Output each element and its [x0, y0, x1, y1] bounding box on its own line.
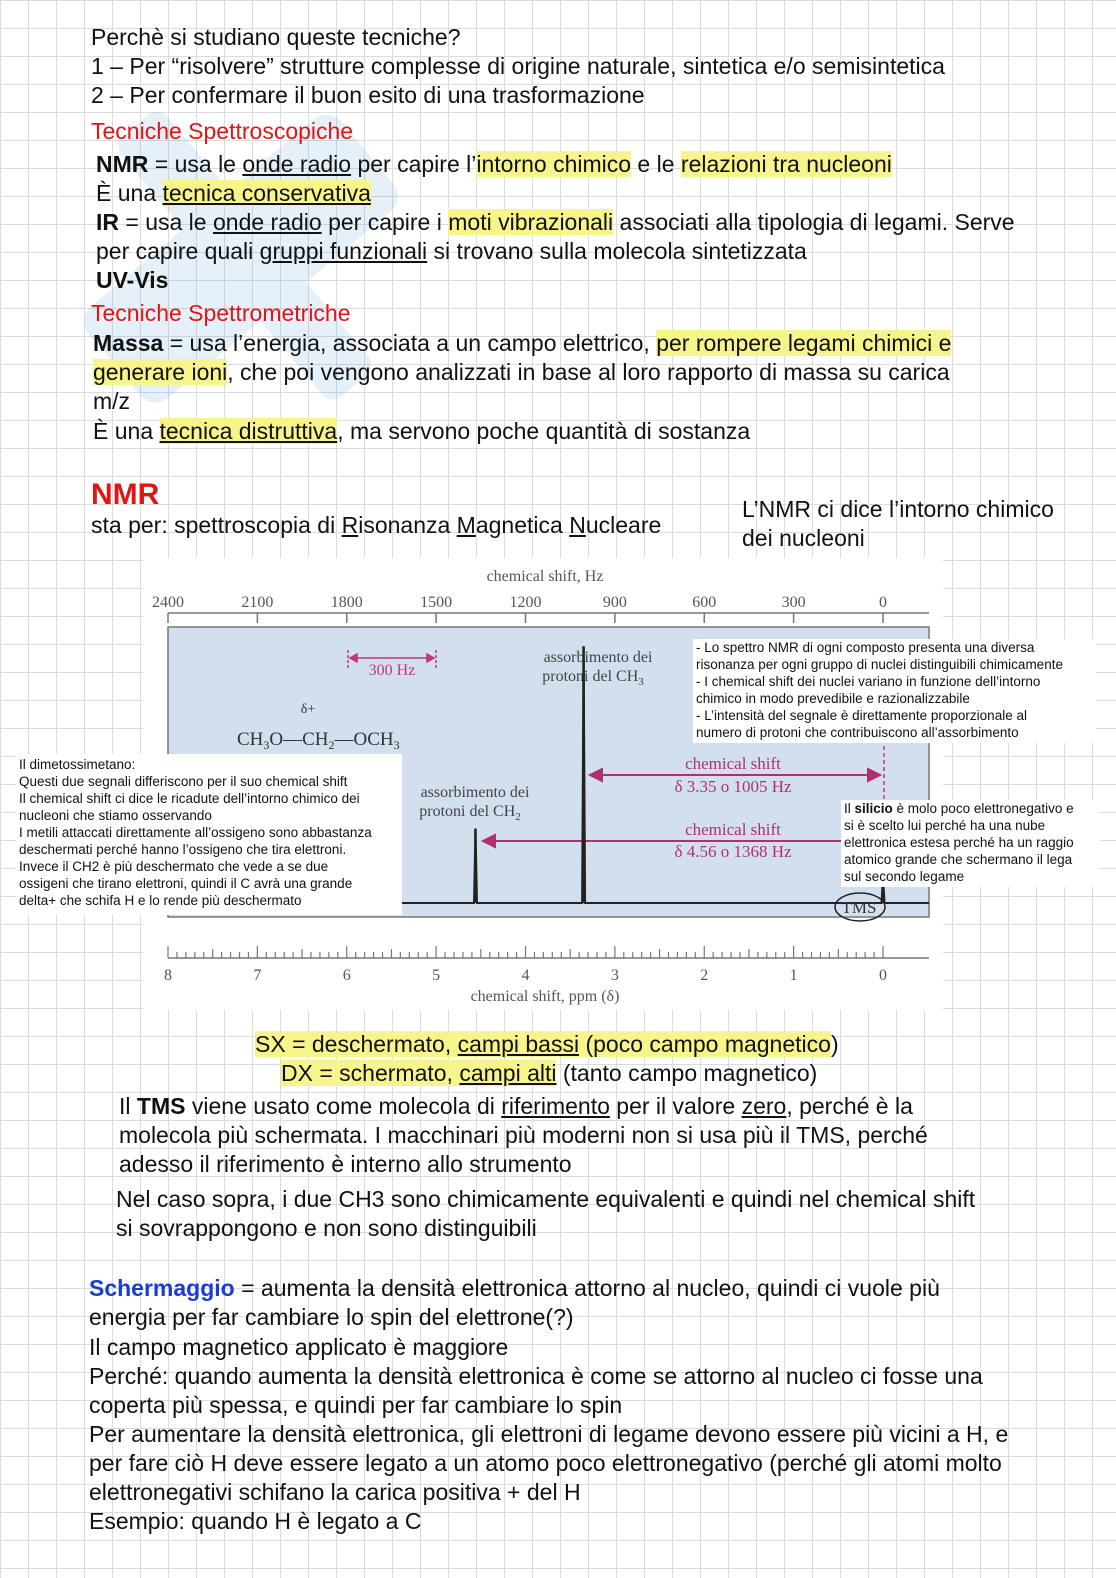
ppm-tick-label: 0 — [879, 967, 887, 984]
nmr-heading: NMR — [91, 478, 160, 511]
schermaggio-line-7: per fare ciò H deve essere legato a un atomo poco elettronegativo (perché gli atomi molto — [89, 1450, 1002, 1476]
tms-line-3: adesso il riferimento è interno allo strumento — [119, 1151, 572, 1177]
ch2-peak-label-1: assorbimento dei — [420, 784, 530, 801]
ppm-tick-label: 1 — [789, 967, 798, 984]
distruttiva-line: È una tecnica distruttiva, ma servono poche quantità di sostanza — [93, 418, 751, 444]
shift2-title: chemical shift — [685, 820, 781, 839]
ir-definition: IR = usa le onde radio per capire i moti vibrazionali associati alla tipologia di legami. Serve — [96, 209, 1015, 235]
section-title-spettroscopiche: Tecniche Spettroscopiche — [91, 118, 354, 144]
note-spectrum-properties: - Lo spettro NMR di ogni composto presenta una diversa risonanza per ogni gruppo di nuclei distinguibili chimicamente - I chemical shift dei nuclei variano in funzione dell’intorno chimico in modo prevedibile e razionalizzabile - L’intensità del segnale è direttamente proporzionale al numero di protoni che contribuiscono all’assorbimento — [693, 639, 1096, 743]
hz-tick-label: 1200 — [509, 594, 542, 611]
x-axis-label: chemical shift, ppm (δ) — [470, 988, 620, 1005]
tms-line-1: Il TMS viene usato come molecola di riferimento per il valore zero, perché è la — [119, 1093, 913, 1119]
schermaggio-line-5: coperta più spessa, e quindi per far cambiare lo spin — [89, 1392, 623, 1418]
schermaggio-line-2: energia per far cambiare lo spin del elettrone(?) — [89, 1304, 574, 1330]
hz-tick-label: 0 — [879, 594, 887, 611]
nmr-side-note-1: L’NMR ci dice l’intorno chimico — [742, 496, 1054, 522]
ch2-peak-label-2: protoni del $CH_2$ — [419, 803, 521, 823]
ppm-tick-label: 4 — [521, 967, 530, 984]
hz-tick-label: 2400 — [152, 594, 184, 611]
schermaggio-line-1: Schermaggio = aumenta la densità elettronica attorno al nucleo, quindi ci vuole più — [89, 1275, 940, 1301]
ppm-tick-label: 2 — [700, 967, 709, 984]
delta-plus: δ+ — [300, 702, 316, 717]
ppm-tick-label: 3 — [610, 967, 619, 984]
ir-label: IR — [96, 209, 119, 235]
mz-label: m/z — [93, 388, 131, 414]
nmr-label: NMR — [96, 151, 149, 177]
ppm-tick-label: 5 — [432, 967, 441, 984]
intro-reason-1: 1 – Per “risolvere” strutture complesse di origine naturale, sintetica e/o semisintetica — [91, 53, 945, 79]
tms-peak-label: TMS — [841, 898, 877, 917]
ppm-tick-label: 7 — [253, 967, 262, 984]
shift1-title: chemical shift — [685, 754, 781, 773]
ch3-peak-label-1: assorbimento dei — [543, 649, 653, 666]
nmr-side-note-2: dei nucleoni — [742, 525, 865, 551]
chart-title: chemical shift, Hz — [486, 568, 604, 585]
uv-vis-label: UV-Vis — [96, 267, 169, 293]
molecule-formula: $CH_3O—CH_2—OCH_3$ — [237, 729, 400, 752]
hz-tick-label: 300 — [781, 594, 806, 611]
schermaggio-line-9: Esempio: quando H è legato a C — [89, 1508, 422, 1534]
massa-definition: Massa = usa l’energia, associata a un campo elettrico, per rompere legami chimici e — [93, 330, 952, 356]
sx-line: SX = deschermato, campi bassi (poco campo magnetico) — [255, 1031, 839, 1057]
hz-tick-label: 1500 — [420, 594, 453, 611]
schermaggio-line-4: Perché: quando aumenta la densità elettronica è come se attorno al nucleo ci fosse una — [89, 1363, 983, 1389]
section-title-spettrometriche: Tecniche Spettrometriche — [91, 300, 351, 326]
conservativa-line: È una tecnica conservativa — [96, 180, 371, 206]
dx-line: DX = schermato, campi alti (tanto campo magnetico) — [281, 1060, 818, 1086]
schermaggio-line-3: Il campo magnetico applicato è maggiore — [89, 1334, 509, 1360]
hz-tick-label: 600 — [692, 594, 717, 611]
nmr-definition: NMR = usa le onde radio per capire l’intorno chimico e le relazioni tra nucleoni — [96, 151, 892, 177]
ir-definition-2: per capire quali gruppi funzionali si trovano sulla molecola sintetizzata — [96, 238, 807, 264]
ch3-peak-label-2: protoni del $CH_3$ — [542, 668, 644, 688]
intro-question: Perchè si studiano queste tecniche? — [91, 24, 461, 50]
hz-bracket-label: 300 Hz — [368, 662, 416, 679]
ppm-tick-label: 8 — [164, 967, 172, 984]
massa-label: Massa — [93, 330, 164, 356]
tms-line-2: molecola più schermata. I macchinari più moderni non si usa più il TMS, perché — [119, 1122, 928, 1148]
ppm-tick-label: 6 — [342, 967, 351, 984]
hz-tick-label: 900 — [602, 594, 627, 611]
intro-reason-2: 2 – Per confermare il buon esito di una trasformazione — [91, 82, 645, 108]
shift1-value: δ 3.35 o 1005 Hz — [674, 777, 792, 796]
note-silicio: Il silicio è molo poco elettronegativo e si è scelto lui perché ha una nube elettronica estesa perché ha un raggio atomico grande che schermano il lega sul secondo legame — [841, 800, 1100, 887]
nmr-acronym: sta per: spettroscopia di Risonanza Magnetica Nucleare — [91, 512, 662, 538]
hz-tick-label: 2100 — [241, 594, 274, 611]
schermaggio-line-8: elettronegativi schifano la carica positiva + del H — [89, 1479, 581, 1505]
shift2-value: δ 4.56 o 1368 Hz — [674, 842, 792, 861]
ch3-equivalence-1: Nel caso sopra, i due CH3 sono chimicamente equivalenti e quindi nel chemical shift — [116, 1186, 976, 1212]
schermaggio-line-6: Per aumentare la densità elettronica, gli elettroni di legame devono essere più vicini a H, e — [89, 1421, 1009, 1447]
massa-definition-2: generare ioni, che poi vengono analizzati in base al loro rapporto di massa su carica — [93, 359, 950, 385]
note-dimetossimetano: Il dimetossimetano: Questi due segnali differiscono per il suo chemical shift Il chemical shift ci dice le ricadute dell’intorno chimico dei nucleoni che stiamo osservando I metili attaccati direttamente all’ossigeno sono abbastanza deschermati perché hanno l’ossigeno che tira elettroni. Invece il CH2 è più deschermato che vede a se due ossigeni che tirano elettroni, quindi il C avrà una grande delta+ che schifa H e lo rende più deschermato — [16, 754, 402, 915]
hz-tick-label: 1800 — [330, 594, 363, 611]
ch3-equivalence-2: si sovrappongono e non sono distinguibili — [116, 1215, 537, 1241]
